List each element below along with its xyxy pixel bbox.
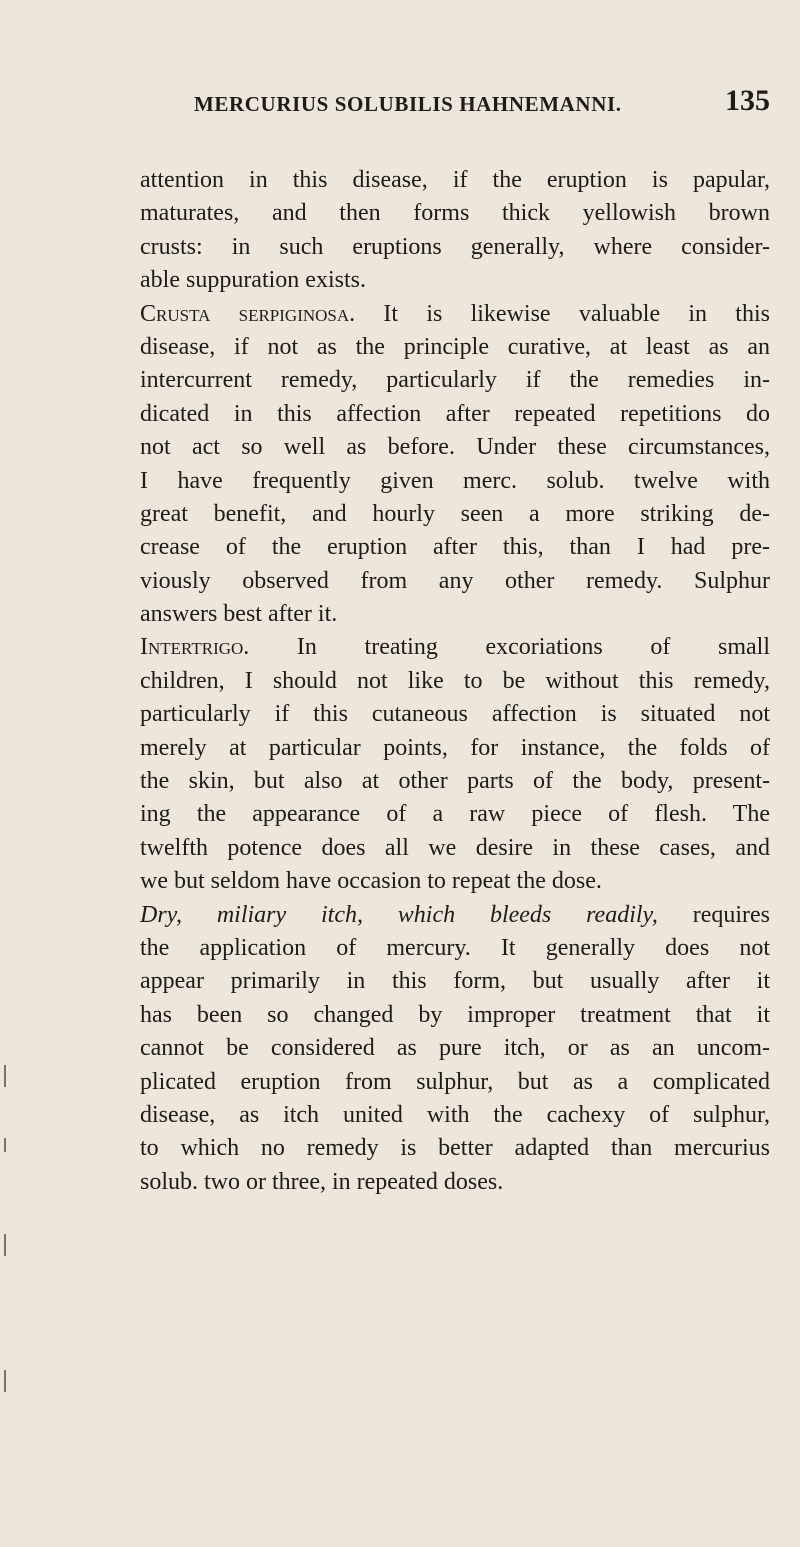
text-line bbox=[140, 665, 770, 698]
line-text: requires bbox=[657, 901, 770, 928]
line-text: we but seldom have occasion to repeat the dose. bbox=[140, 868, 602, 895]
text-line bbox=[140, 965, 770, 998]
text-line bbox=[140, 431, 770, 464]
line-text: great benefit, and hourly seen a more striking de- bbox=[140, 500, 770, 527]
running-head: MERCURIUS SOLUBILIS HAHNEMANNI. bbox=[194, 92, 622, 116]
text-line bbox=[140, 465, 770, 498]
text-line bbox=[140, 197, 770, 230]
text-line bbox=[140, 732, 770, 765]
text-line bbox=[140, 832, 770, 865]
text-line bbox=[140, 231, 770, 264]
line-text: plicated eruption from sulphur, but as a complicated bbox=[140, 1068, 770, 1095]
text-line bbox=[140, 932, 770, 965]
line-text: the skin, but also at other parts of the body, present- bbox=[140, 768, 770, 795]
text-line bbox=[140, 264, 770, 297]
page-edge-mark bbox=[4, 1370, 6, 1392]
line-text: viously observed from any other remedy. Sulphur bbox=[140, 567, 770, 594]
line-text: children, I should not like to be without this remedy, bbox=[140, 667, 770, 694]
text-line bbox=[140, 1066, 770, 1099]
text-line bbox=[140, 298, 770, 331]
line-text: disease, as itch united with the cachexy of sulphur, bbox=[140, 1101, 770, 1128]
line-text: intercurrent remedy, particularly if the remedies in- bbox=[140, 367, 770, 394]
text-line bbox=[140, 531, 770, 564]
line-text: It is likewise valuable in this bbox=[355, 300, 770, 327]
line-text: has been so changed by improper treatment that it bbox=[140, 1001, 770, 1028]
text-line bbox=[140, 798, 770, 831]
text-line bbox=[140, 364, 770, 397]
section-heading: Intertrigo. bbox=[140, 634, 250, 661]
text-line bbox=[140, 398, 770, 431]
text-line bbox=[140, 498, 770, 531]
line-text: crusts: in such eruptions generally, where consider- bbox=[140, 233, 770, 260]
text-line bbox=[140, 598, 770, 631]
text-line bbox=[140, 331, 770, 364]
page-edge-mark bbox=[4, 1065, 6, 1087]
line-text: able suppuration exists. bbox=[140, 267, 366, 294]
line-text: particularly if this cutaneous affection is situated not bbox=[140, 701, 770, 728]
text-line bbox=[140, 999, 770, 1032]
line-text: solub. two or three, in repeated doses. bbox=[140, 1168, 504, 1195]
text-line bbox=[140, 1032, 770, 1065]
line-text: ing the appearance of a raw piece of flesh. The bbox=[140, 801, 770, 828]
emphasis-phrase: Dry, miliary itch, which bleeds readily, bbox=[140, 901, 658, 928]
line-text: disease, if not as the principle curative, at least as an bbox=[140, 333, 770, 360]
text-line bbox=[140, 1132, 770, 1165]
text-line bbox=[140, 565, 770, 598]
section-heading: Crusta serpiginosa. bbox=[140, 300, 356, 327]
line-text: attention in this disease, if the eruption is papular, bbox=[140, 167, 770, 193]
line-text: appear primarily in this form, but usually after it bbox=[140, 968, 770, 995]
line-text: twelfth potence does all we desire in these cases, and bbox=[140, 834, 770, 861]
text-line bbox=[140, 865, 770, 898]
line-text: maturates, and then forms thick yellowish brown bbox=[140, 200, 770, 227]
page-edge-mark bbox=[4, 1234, 6, 1256]
line-text: In treating excoriations of small bbox=[249, 634, 770, 661]
text-line bbox=[140, 164, 770, 197]
text-line bbox=[140, 1166, 770, 1199]
text-line bbox=[140, 1099, 770, 1132]
text-line bbox=[140, 765, 770, 798]
line-text: not act so well as before. Under these circumstances, bbox=[140, 434, 770, 461]
line-text: to which no remedy is better adapted than mercurius bbox=[140, 1135, 770, 1162]
line-text: cannot be considered as pure itch, or as an uncom- bbox=[140, 1035, 770, 1062]
text-line bbox=[140, 698, 770, 731]
line-text: dicated in this affection after repeated repetitions do bbox=[140, 400, 770, 427]
line-text: crease of the eruption after this, than I had pre- bbox=[140, 534, 770, 561]
page-header bbox=[140, 84, 770, 128]
line-text: I have frequently given merc. solub. twelve with bbox=[140, 467, 770, 494]
line-text: the application of mercury. It generally does not bbox=[140, 934, 770, 961]
line-text: answers best after it. bbox=[140, 601, 338, 628]
text-line bbox=[140, 899, 770, 932]
text-line bbox=[140, 631, 770, 664]
page-edge-mark bbox=[4, 1138, 6, 1152]
page-number: 135 bbox=[725, 84, 770, 117]
line-text: merely at particular points, for instance, the folds of bbox=[140, 734, 770, 761]
body-text bbox=[140, 164, 770, 1199]
